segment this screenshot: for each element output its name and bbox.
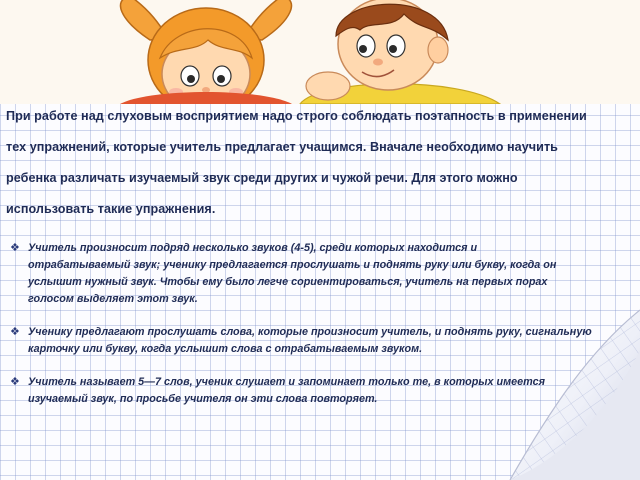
content-text xyxy=(6,101,606,408)
girl-illustration-icon xyxy=(120,0,292,104)
list-item-text: Учитель произносит подряд несколько звуков (4-5), среди которых находится и отрабатываемый звук; ученику предлагается прослушать и поднять руку или букву, когда он услышит нужный звук. Чтобы ему было легче сориентироваться, учитель на первых порах голосом выделяет этот звук. xyxy=(28,242,557,305)
header-illustration xyxy=(0,0,640,104)
intro-paragraph: При работе над слуховым восприятием надо строго соблюдать поэтапность в применении тех упражнений, которые учитель предлагает учащимся. Вначале необходимо научить ребенка различать изучаемый звук среди других и чужой речи. Для этого можно использовать такие упражнения. xyxy=(6,109,587,216)
diamond-bullet-icon: ❖ xyxy=(10,376,20,388)
list-item xyxy=(6,240,573,308)
list-item-text: Ученику предлагают прослушать слова, которые произносит учитель, и поднять руку, сигнальную карточку или букву, когда услышит слова с отрабатываемым звуком. xyxy=(28,326,592,355)
list-item xyxy=(6,374,553,408)
exercise-list xyxy=(6,240,606,408)
diamond-bullet-icon: ❖ xyxy=(10,242,20,254)
list-item xyxy=(6,324,593,358)
diamond-bullet-icon: ❖ xyxy=(10,326,20,338)
list-item-text: Учитель называет 5—7 слов, ученик слушает и запоминает только те, в которых имеется изучаемый звук, по просьбе учителя он эти слова повторяет. xyxy=(28,376,545,405)
boy-illustration-icon xyxy=(300,0,500,104)
